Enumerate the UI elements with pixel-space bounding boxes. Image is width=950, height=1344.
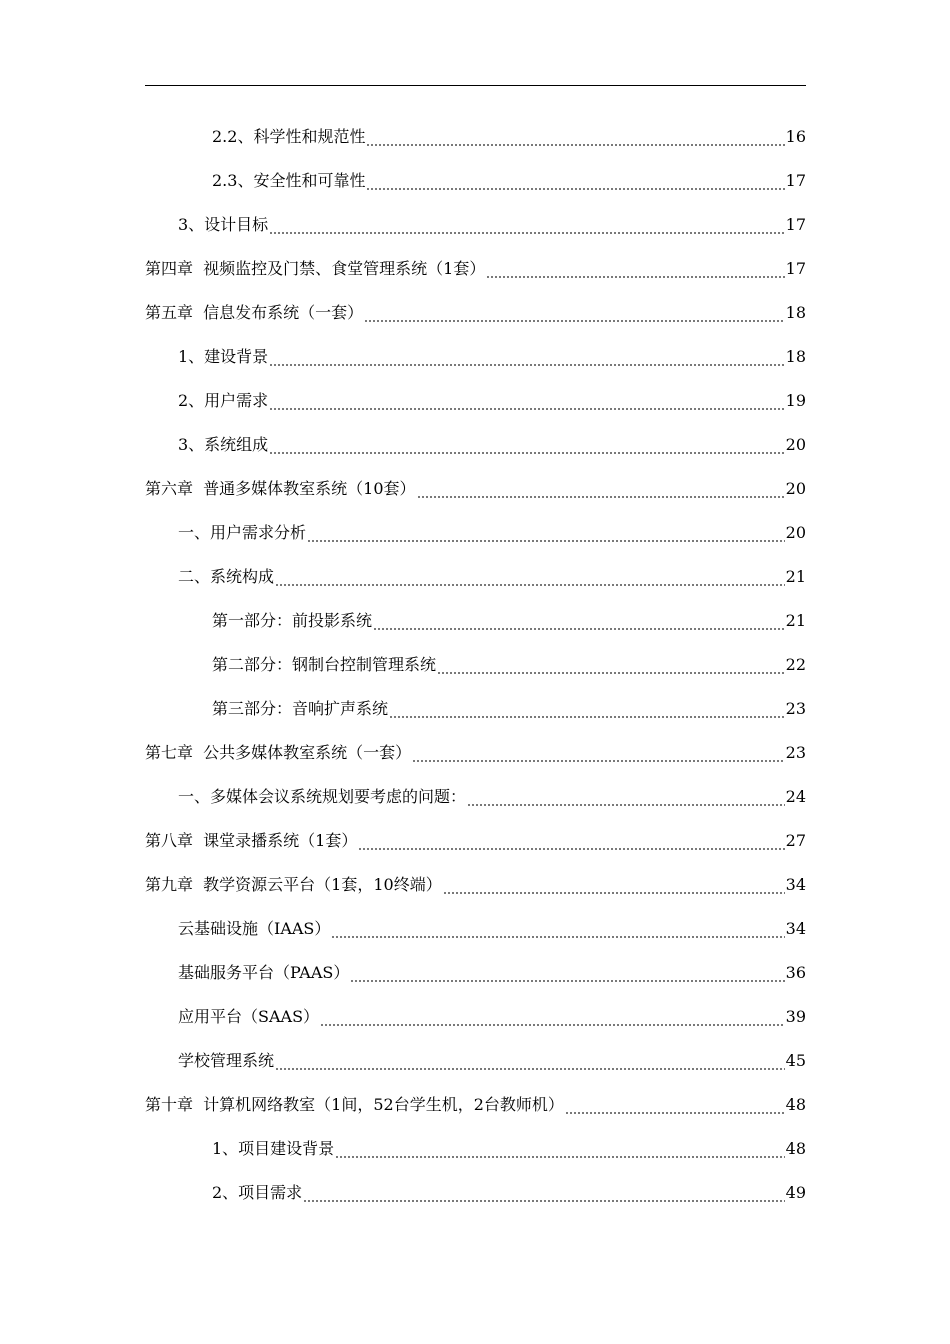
dot-leader bbox=[358, 848, 784, 850]
toc-entry-page-number: 17 bbox=[785, 259, 806, 278]
toc-entry-title: 应用平台（SAAS） bbox=[178, 1007, 320, 1026]
toc-entry-page-number: 27 bbox=[785, 831, 806, 850]
toc-entry-title: 1、项目建设背景 bbox=[212, 1139, 335, 1158]
toc-entry[interactable] bbox=[0, 1171, 950, 1215]
toc-entry-page-number: 16 bbox=[785, 127, 806, 146]
toc-entry[interactable] bbox=[0, 335, 950, 379]
dot-leader bbox=[275, 1068, 785, 1070]
dot-leader bbox=[350, 980, 784, 982]
toc-entry-page-number: 17 bbox=[785, 215, 806, 234]
toc-entry-page-number: 34 bbox=[785, 875, 806, 894]
toc-entry-title: 第五章 信息发布系统（一套） bbox=[145, 303, 364, 322]
toc-entry-page-number: 22 bbox=[785, 655, 806, 674]
toc-entry-title: 第九章 教学资源云平台（1套，10终端） bbox=[145, 875, 442, 894]
toc-entry-title: 2、项目需求 bbox=[212, 1183, 303, 1202]
toc-entry-title: 2.2、科学性和规范性 bbox=[212, 127, 366, 146]
dot-leader bbox=[364, 320, 784, 322]
toc-entry[interactable] bbox=[0, 731, 950, 775]
dot-leader bbox=[275, 584, 785, 586]
toc-entry-title: 1、建设背景 bbox=[178, 347, 269, 366]
toc-entry-page-number: 21 bbox=[785, 611, 806, 630]
header-rule bbox=[145, 85, 806, 86]
dot-leader bbox=[366, 144, 784, 146]
toc-entry-title: 二、系统构成 bbox=[178, 567, 275, 586]
dot-leader bbox=[373, 628, 785, 630]
toc-entry-page-number: 17 bbox=[785, 171, 806, 190]
toc-entry-page-number: 36 bbox=[785, 963, 806, 982]
toc-entry[interactable] bbox=[0, 995, 950, 1039]
toc-entry[interactable] bbox=[0, 775, 950, 819]
toc-entry-title: 学校管理系统 bbox=[178, 1051, 275, 1070]
toc-entry-title: 第三部分：音响扩声系统 bbox=[212, 699, 389, 718]
toc-entry-page-number: 19 bbox=[785, 391, 806, 410]
dot-leader bbox=[269, 452, 784, 454]
dot-leader bbox=[269, 364, 784, 366]
toc-entry-page-number: 20 bbox=[785, 523, 806, 542]
toc-entry-page-number: 45 bbox=[785, 1051, 806, 1070]
toc-entry[interactable] bbox=[0, 643, 950, 687]
dot-leader bbox=[269, 232, 784, 234]
dot-leader bbox=[269, 408, 784, 410]
dot-leader bbox=[412, 760, 784, 762]
toc-entry[interactable] bbox=[0, 379, 950, 423]
toc-entry-page-number: 23 bbox=[785, 743, 806, 762]
dot-leader bbox=[417, 496, 785, 498]
dot-leader bbox=[486, 276, 784, 278]
toc-entry-page-number: 20 bbox=[785, 435, 806, 454]
toc-entry-title: 3、设计目标 bbox=[178, 215, 269, 234]
toc-entry-title: 第七章 公共多媒体教室系统（一套） bbox=[145, 743, 412, 762]
toc-entry-title: 第十章 计算机网络教室（1间，52台学生机，2台教师机） bbox=[145, 1095, 564, 1114]
toc-entry[interactable] bbox=[0, 863, 950, 907]
toc-entry-title: 第八章 课堂录播系统（1套） bbox=[145, 831, 358, 850]
toc-entry[interactable] bbox=[0, 467, 950, 511]
dot-leader bbox=[389, 716, 785, 718]
toc-entry[interactable] bbox=[0, 291, 950, 335]
dot-leader bbox=[320, 1024, 785, 1026]
toc-entry[interactable] bbox=[0, 115, 950, 159]
toc-entry[interactable] bbox=[0, 423, 950, 467]
dot-leader bbox=[467, 804, 785, 806]
toc-entry[interactable] bbox=[0, 247, 950, 291]
toc-entry[interactable] bbox=[0, 687, 950, 731]
toc-entry[interactable] bbox=[0, 819, 950, 863]
toc-entry-page-number: 39 bbox=[785, 1007, 806, 1026]
toc-entry-title: 第四章 视频监控及门禁、食堂管理系统（1套） bbox=[145, 259, 486, 278]
dot-leader bbox=[443, 892, 785, 894]
toc-entry-title: 2.3、安全性和可靠性 bbox=[212, 171, 366, 190]
toc-entry-page-number: 18 bbox=[785, 303, 806, 322]
toc-entry-page-number: 20 bbox=[785, 479, 806, 498]
dot-leader bbox=[366, 188, 784, 190]
toc-entry[interactable] bbox=[0, 511, 950, 555]
toc-entry[interactable] bbox=[0, 907, 950, 951]
dot-leader bbox=[303, 1200, 784, 1202]
table-of-contents bbox=[0, 115, 950, 1215]
toc-entry-title: 第二部分：钢制台控制管理系统 bbox=[212, 655, 437, 674]
toc-entry-page-number: 49 bbox=[785, 1183, 806, 1202]
toc-entry-title: 2、用户需求 bbox=[178, 391, 269, 410]
dot-leader bbox=[565, 1112, 785, 1114]
toc-entry-title: 一、多媒体会议系统规划要考虑的问题： bbox=[178, 787, 467, 806]
toc-entry[interactable] bbox=[0, 599, 950, 643]
toc-entry[interactable] bbox=[0, 555, 950, 599]
toc-entry-page-number: 34 bbox=[785, 919, 806, 938]
toc-entry-page-number: 21 bbox=[785, 567, 806, 586]
dot-leader bbox=[307, 540, 785, 542]
toc-entry[interactable] bbox=[0, 1127, 950, 1171]
dot-leader bbox=[437, 672, 785, 674]
toc-entry[interactable] bbox=[0, 203, 950, 247]
toc-entry-page-number: 23 bbox=[785, 699, 806, 718]
toc-entry-page-number: 48 bbox=[785, 1095, 806, 1114]
dot-leader bbox=[331, 936, 784, 938]
toc-entry[interactable] bbox=[0, 951, 950, 995]
toc-entry[interactable] bbox=[0, 1039, 950, 1083]
toc-entry-title: 云基础设施（IAAS） bbox=[178, 919, 331, 938]
toc-entry-title: 第六章 普通多媒体教室系统（10套） bbox=[145, 479, 416, 498]
dot-leader bbox=[335, 1156, 784, 1158]
toc-entry-title: 第一部分：前投影系统 bbox=[212, 611, 373, 630]
toc-entry-page-number: 18 bbox=[785, 347, 806, 366]
toc-entry[interactable] bbox=[0, 1083, 950, 1127]
toc-entry-title: 一、用户需求分析 bbox=[178, 523, 307, 542]
toc-entry-title: 3、系统组成 bbox=[178, 435, 269, 454]
toc-entry-title: 基础服务平台（PAAS） bbox=[178, 963, 350, 982]
toc-entry[interactable] bbox=[0, 159, 950, 203]
toc-entry-page-number: 24 bbox=[785, 787, 806, 806]
toc-entry-page-number: 48 bbox=[785, 1139, 806, 1158]
